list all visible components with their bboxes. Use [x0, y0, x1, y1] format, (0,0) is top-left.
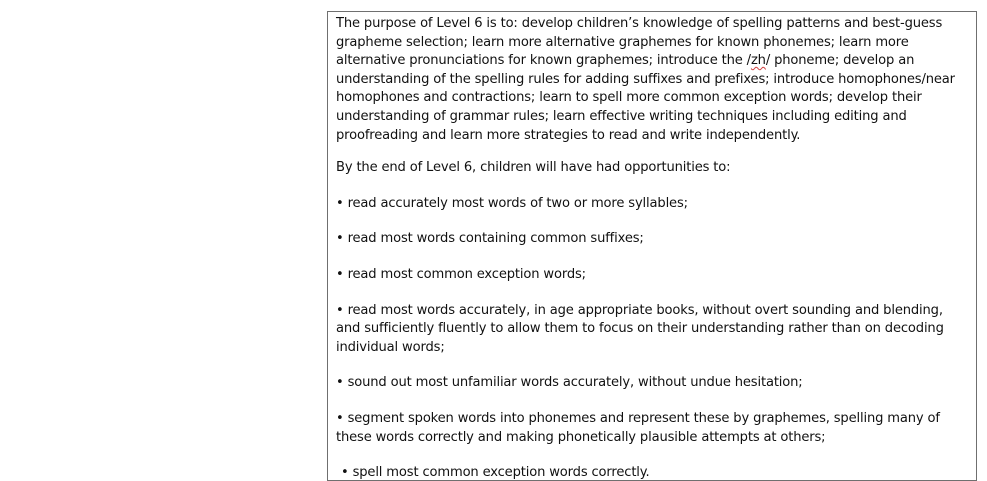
zh-phoneme: zh: [750, 53, 766, 69]
intro-paragraph: [336, 15, 968, 145]
intro-text-start: The purpose of Level 6 is to: develop children’s knowledge of spelling patterns and best-guess grapheme selection; learn more alternative graphemes for known phonemes; learn more alternative pronunciations for known graphemes; introduce the /: [336, 16, 943, 69]
level-6-text-box: [327, 11, 977, 481]
bullet-item: • segment spoken words into phonemes and represent these by graphemes, spelling many of these words correctly and making phonetically plausible attempts at others;: [336, 410, 940, 445]
bullet-item: • spell most common exception words correctly.: [341, 465, 650, 481]
bullet-item: • read accurately most words of two or more syllables;: [336, 195, 688, 211]
bullet-item: • read most words containing common suffixes;: [336, 231, 644, 247]
bullet-item: • read most common exception words;: [336, 266, 586, 282]
lead-paragraph: By the end of Level 6, children will have had opportunities to:: [336, 160, 731, 176]
bullet-item: • read most words accurately, in age appropriate books, without overt sounding and blending, and sufficiently fluently to allow them to focus on their understanding rather than on decoding individual words;: [336, 302, 944, 355]
bullet-item: • sound out most unfamiliar words accurately, without undue hesitation;: [336, 375, 803, 391]
intro-text-end: / phoneme; develop an understanding of the spelling rules for adding suffixes and prefixes; introduce homophones/near homophones and contractions; learn to spell more common exception words; develop their understanding of grammar rules; learn effective writing techniques including editing and proofreading and learn more strategies to read and write independently.: [336, 53, 955, 143]
